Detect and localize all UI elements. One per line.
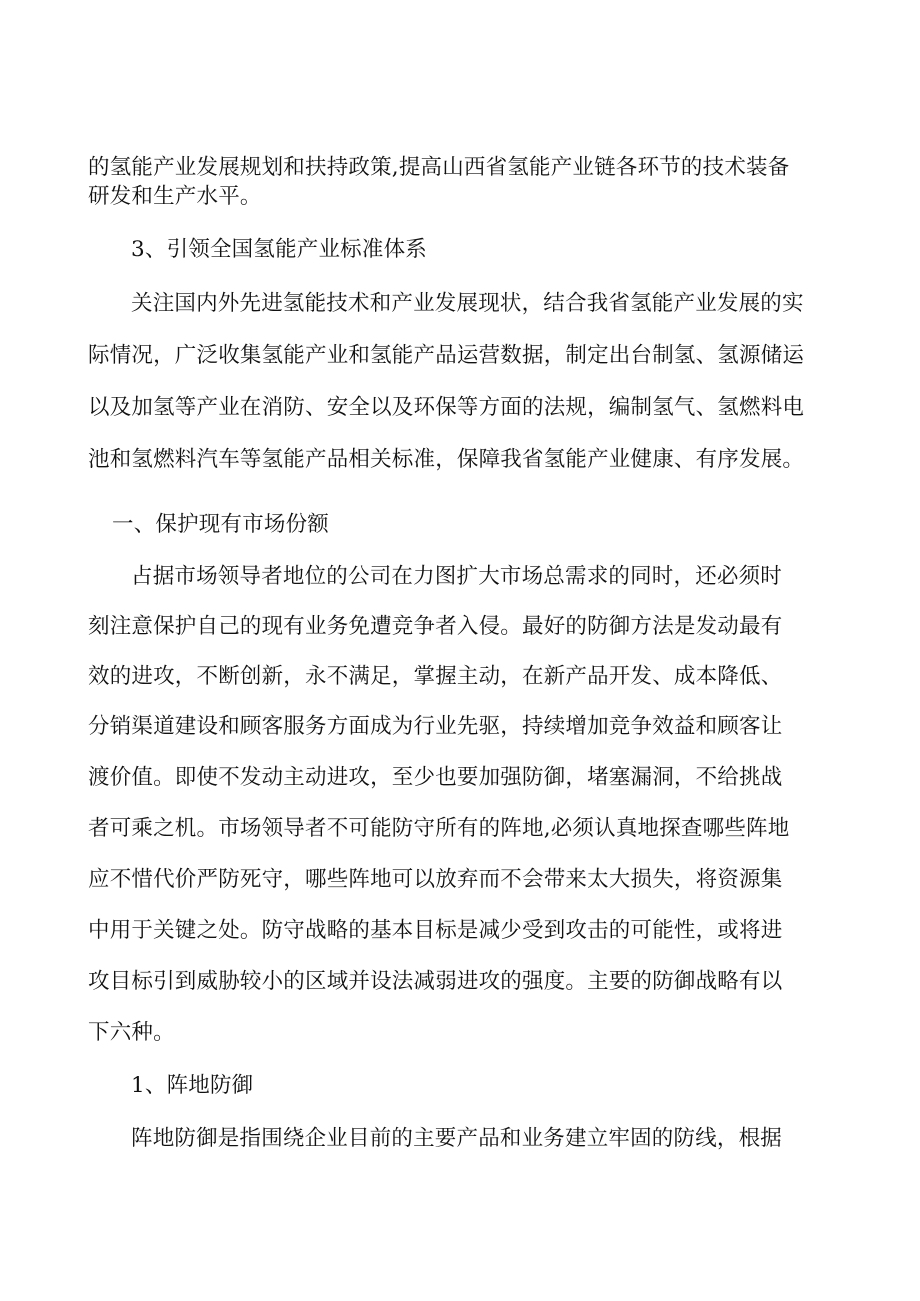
text-line: 应不惜代价严防死守，哪些阵地可以放弃而不会带来太大损失，将资源集 <box>88 867 783 892</box>
text-line: 关注国内外先进氢能技术和产业发展现状，结合我省氢能产业发展的实 <box>131 291 804 316</box>
text-line: 者可乘之机。市场领导者不可能防守所有的阵地,必须认真地探查哪些阵地 <box>88 816 790 841</box>
text-line: 攻目标引到威胁较小的区域并设法减弱进攻的强度。主要的防御战略有以 <box>88 969 783 994</box>
text-line: 际情况，广泛收集氢能产业和氢能产品运营数据，制定出台制氢、氢源储运 <box>88 343 805 368</box>
text-line: 研发和生产水平。 <box>88 184 262 209</box>
text-line: 下六种。 <box>88 1020 175 1045</box>
subheading: 1、阵地防御 <box>131 1073 254 1098</box>
text-line: 阵地防御是指围绕企业目前的主要产品和业务建立牢固的防线，根据 <box>131 1126 783 1151</box>
text-line: 刻注意保护自己的现有业务免遭竞争者入侵。最好的防御方法是发动最有 <box>88 614 783 639</box>
subheading: 3、引领全国氢能产业标准体系 <box>131 237 427 262</box>
text-line: 效的进攻，不断创新，永不满足，掌握主动，在新产品开发、成本降低、 <box>88 664 783 689</box>
text-line: 中用于关键之处。防守战略的基本目标是减少受到攻击的可能性，或将进 <box>88 918 783 943</box>
text-line: 占据市场领导者地位的公司在力图扩大市场总需求的同时，还必须时 <box>131 564 783 589</box>
text-line: 的氢能产业发展规划和扶持政策,提高山西省氢能产业链各环节的技术装备 <box>88 155 790 180</box>
text-line: 以及加氢等产业在消防、安全以及环保等方面的法规，编制氢气、氢燃料电 <box>88 395 805 420</box>
section-heading: 一、保护现有市场份额 <box>112 512 330 537</box>
text-line: 分销渠道建设和顾客服务方面成为行业先驱，持续增加竞争效益和顾客让 <box>88 714 783 739</box>
text-line: 池和氢燃料汽车等氢能产品相关标准，保障我省氢能产业健康、有序发展。 <box>88 447 805 472</box>
text-line: 渡价值。即使不发动主动进攻，至少也要加强防御，堵塞漏洞，不给挑战 <box>88 765 783 790</box>
